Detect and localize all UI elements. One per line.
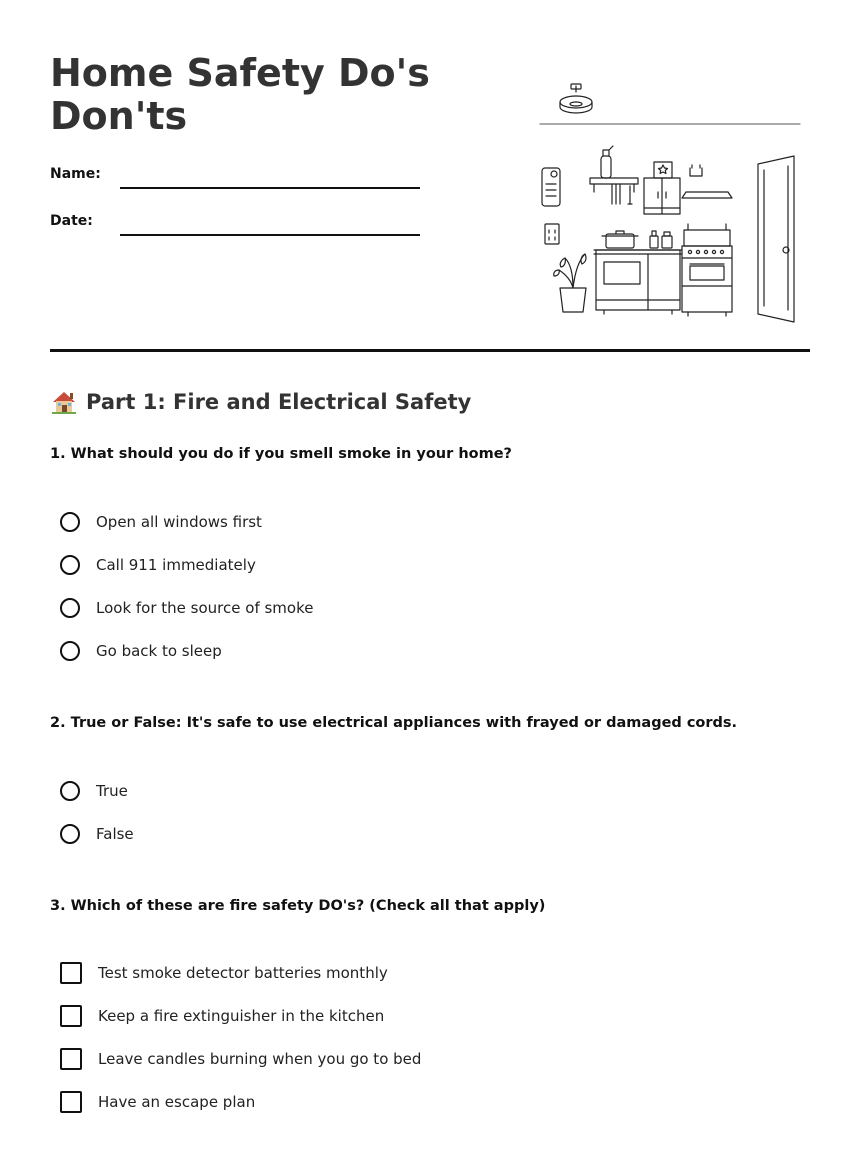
- question-3: 3. Which of these are fire safety DO's? (Check all that apply): [50, 898, 546, 914]
- date-field[interactable]: [120, 234, 420, 236]
- radio-button[interactable]: [60, 555, 80, 575]
- title-line-2: Don'ts: [50, 94, 188, 138]
- q1-option-4[interactable]: [60, 638, 222, 664]
- name-label: Name:: [50, 166, 101, 182]
- q1-option-3[interactable]: [60, 595, 313, 621]
- question-1: 1. What should you do if you smell smoke in your home?: [50, 446, 512, 462]
- q3-option-2[interactable]: [60, 1003, 384, 1029]
- checkbox[interactable]: [60, 962, 82, 984]
- page-title: [50, 52, 470, 138]
- radio-button[interactable]: [60, 824, 80, 844]
- q1-option-1[interactable]: [60, 509, 262, 535]
- kitchen-scene-icon: [530, 74, 810, 330]
- question-2: 2. True or False: It's safe to use electrical appliances with frayed or damaged cords.: [50, 715, 738, 731]
- header-divider: [50, 349, 810, 352]
- section-title-part1: [50, 388, 471, 416]
- house-icon: [50, 388, 78, 416]
- smoke-detector-icon: [560, 84, 592, 113]
- option-label: Call 911 immediately: [96, 556, 256, 574]
- option-label: Leave candles burning when you go to bed: [98, 1050, 422, 1068]
- option-label: Keep a fire extinguisher in the kitchen: [98, 1007, 385, 1025]
- q1-option-2[interactable]: [60, 552, 256, 578]
- q2-option-2[interactable]: [60, 821, 134, 847]
- option-label: Test smoke detector batteries monthly: [98, 964, 388, 982]
- q3-option-3[interactable]: [60, 1046, 421, 1072]
- q2-option-1[interactable]: [60, 778, 128, 804]
- q3-option-1[interactable]: [60, 960, 388, 986]
- radio-button[interactable]: [60, 598, 80, 618]
- title-line-1: Home Safety Do's: [50, 51, 430, 95]
- option-label: Look for the source of smoke: [96, 599, 314, 617]
- name-field[interactable]: [120, 187, 420, 189]
- radio-button[interactable]: [60, 641, 80, 661]
- option-label: Open all windows first: [96, 513, 262, 531]
- date-label: Date:: [50, 213, 93, 229]
- radio-button[interactable]: [60, 781, 80, 801]
- option-label: True: [96, 782, 128, 800]
- option-label: Go back to sleep: [96, 642, 222, 660]
- option-label: False: [96, 825, 134, 843]
- option-label: Have an escape plan: [98, 1093, 256, 1111]
- radio-button[interactable]: [60, 512, 80, 532]
- checkbox[interactable]: [60, 1048, 82, 1070]
- checkbox[interactable]: [60, 1091, 82, 1113]
- q3-option-4[interactable]: [60, 1089, 255, 1115]
- checkbox[interactable]: [60, 1005, 82, 1027]
- section-title-text: Part 1: Fire and Electrical Safety: [86, 390, 472, 414]
